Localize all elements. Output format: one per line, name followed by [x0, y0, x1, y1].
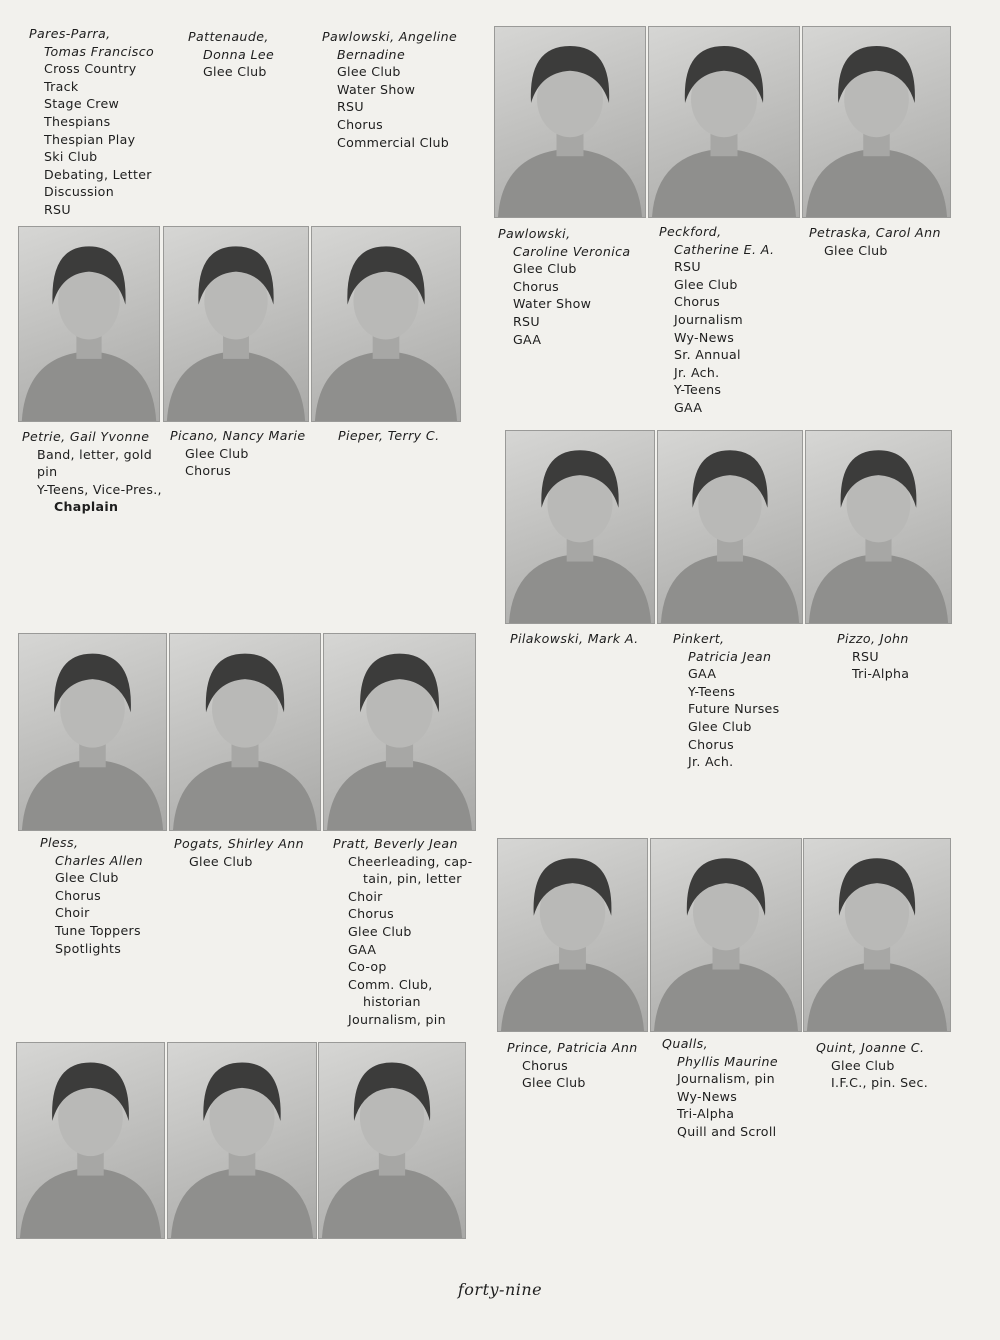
activity: Tri-Alpha	[852, 666, 910, 682]
portrait-silhouette	[17, 1043, 164, 1238]
activity: Wy-News	[677, 1088, 738, 1104]
activity: Glee Club	[513, 261, 577, 277]
activity: GAA	[674, 399, 703, 415]
activity: Thespian Play	[44, 131, 136, 147]
activity: Y-Teens	[688, 683, 736, 699]
entry-quint	[816, 1039, 928, 1092]
entry-peckford	[659, 223, 774, 417]
activity: Tri-Alpha	[677, 1106, 735, 1122]
entry-name: Pawlowski, Angeline	[322, 29, 458, 44]
entry-name: Pogats, Shirley Ann	[174, 836, 305, 851]
activity: historian	[363, 994, 421, 1010]
activity: Glee Club	[348, 923, 412, 939]
activity: Band, letter, gold	[37, 446, 152, 462]
activity: Wy-News	[674, 329, 735, 345]
photo-pieper	[311, 226, 461, 422]
activity: Chorus	[55, 887, 102, 903]
activity: Tune Toppers	[55, 922, 141, 938]
photo-petrie	[18, 226, 160, 422]
activity: Chorus	[513, 278, 560, 294]
photo-pattenaude	[167, 1042, 317, 1239]
activity: Glee Club	[337, 64, 401, 80]
activity: Debating, Letter	[44, 166, 152, 182]
activity: Comm. Club,	[348, 976, 433, 992]
entry-prince	[507, 1039, 638, 1092]
shoulders-shape	[501, 962, 644, 1031]
shoulders-shape	[173, 759, 317, 830]
entry-name: Petraska, Carol Ann	[809, 225, 941, 240]
shoulders-shape	[661, 554, 799, 623]
photo-pawlowski-caroline	[494, 26, 646, 218]
activity: Ski Club	[44, 149, 98, 165]
activity: Chorus	[185, 463, 232, 479]
activity: RSU	[513, 313, 540, 329]
portrait-silhouette	[168, 1043, 316, 1238]
portrait-silhouette	[19, 634, 166, 830]
photo-petraska	[802, 26, 951, 218]
activity: Future Nurses	[688, 701, 780, 717]
activity: Glee Club	[824, 242, 888, 258]
shoulders-shape	[652, 149, 796, 217]
entry-pratt	[333, 835, 472, 1029]
entry-qualls	[662, 1035, 778, 1141]
activity: Chorus	[348, 906, 395, 922]
activity: Glee Club	[674, 276, 738, 292]
entry-name: Qualls,	[662, 1036, 708, 1051]
activity: GAA	[513, 331, 542, 347]
entry-name: Prince, Patricia Ann	[507, 1040, 638, 1055]
activity: Discussion	[44, 184, 114, 200]
activity: Chorus	[688, 736, 735, 752]
shoulders-shape	[654, 962, 798, 1031]
portrait-silhouette	[164, 227, 308, 421]
activity: tain, pin, letter	[363, 871, 462, 887]
entry-pares-parra	[29, 25, 154, 219]
activity: Commercial Club	[337, 134, 450, 150]
entry-pilakowski	[510, 630, 638, 648]
entry-name: Pares-Parra,	[29, 26, 111, 41]
entry-petrie	[22, 428, 162, 516]
entry-pless	[40, 834, 143, 957]
shoulders-shape	[20, 1168, 161, 1238]
activity: Glee Club	[831, 1057, 895, 1073]
activity: Journalism, pin	[348, 1011, 446, 1027]
portrait-silhouette	[498, 839, 647, 1031]
entry-pogats	[174, 835, 304, 870]
entry-pattenaude	[188, 28, 274, 81]
shoulders-shape	[167, 351, 305, 421]
activity: GAA	[348, 941, 377, 957]
activity: Cheerleading, cap-	[348, 853, 473, 869]
portrait-silhouette	[651, 839, 801, 1031]
entry-pawlowski-angeline	[322, 28, 457, 151]
portrait-silhouette	[312, 227, 460, 421]
entry-pieper	[338, 427, 440, 445]
entry-name-cont: Phyllis Maurine	[677, 1053, 779, 1069]
activity: Sr. Annual	[674, 347, 741, 363]
photo-pizzo	[805, 430, 952, 624]
activity: Water Show	[337, 81, 416, 97]
entry-name-cont: Caroline Veronica	[513, 243, 631, 259]
activity: Jr. Ach.	[688, 754, 734, 770]
entry-pizzo	[837, 630, 909, 683]
activity: Glee Club	[189, 853, 253, 869]
portrait-silhouette	[804, 839, 950, 1031]
photo-pinkert	[657, 430, 803, 624]
activity: Choir	[348, 888, 383, 904]
activity: RSU	[674, 259, 701, 275]
photo-pares-parra	[16, 1042, 165, 1239]
entry-name: Pless,	[40, 835, 79, 850]
activity: Glee Club	[688, 718, 752, 734]
entry-name: Pattenaude,	[188, 29, 269, 44]
activity: Co-op	[348, 959, 387, 975]
activity: Journalism, pin	[677, 1071, 775, 1087]
activity: Y-Teens, Vice-Pres.,	[37, 481, 162, 497]
activity: Glee Club	[55, 870, 119, 886]
entry-name: Pieper, Terry C.	[338, 428, 440, 443]
activity: I.F.C., pin. Sec.	[831, 1075, 928, 1091]
activity: RSU	[852, 648, 879, 664]
photo-pogats	[169, 633, 321, 831]
entry-name-cont: Patricia Jean	[688, 648, 772, 664]
shoulders-shape	[322, 1168, 462, 1238]
entry-name-cont: Bernadine	[337, 46, 406, 62]
activity: Chaplain	[54, 499, 119, 515]
shoulders-shape	[509, 554, 651, 623]
entry-petraska	[809, 224, 941, 259]
entry-name: Pratt, Beverly Jean	[333, 836, 458, 851]
activity: Y-Teens	[674, 382, 722, 398]
shoulders-shape	[809, 554, 948, 623]
entry-name: Pizzo, John	[837, 631, 909, 646]
portrait-silhouette	[495, 27, 645, 217]
portrait-silhouette	[170, 634, 320, 830]
entry-name-cont: Catherine E. A.	[674, 241, 775, 257]
activity: Glee Club	[185, 445, 249, 461]
portrait-silhouette	[324, 634, 475, 830]
photo-pilakowski	[505, 430, 655, 624]
entry-name-cont: Donna Lee	[203, 46, 275, 62]
activity: pin	[37, 464, 58, 480]
entry-picano	[170, 427, 306, 480]
activity: Journalism	[674, 311, 743, 327]
entry-pawlowski-caroline	[498, 225, 631, 348]
shoulders-shape	[498, 149, 642, 217]
entry-name-cont: Charles Allen	[55, 852, 144, 868]
entry-name: Pinkert,	[673, 631, 725, 646]
activity: GAA	[688, 666, 717, 682]
activity: Chorus	[522, 1057, 569, 1073]
entry-name: Picano, Nancy Marie	[170, 428, 306, 443]
activity: Spotlights	[55, 940, 122, 956]
entry-name: Petrie, Gail Yvonne	[22, 429, 150, 444]
activity: Stage Crew	[44, 96, 120, 112]
activity: Cross Country	[44, 61, 137, 77]
portrait-silhouette	[319, 1043, 465, 1238]
activity: Chorus	[674, 294, 721, 310]
entry-name: Quint, Joanne C.	[816, 1040, 925, 1055]
activity: Track	[44, 78, 79, 94]
entry-name-cont: Tomas Francisco	[44, 43, 155, 59]
photo-pratt	[323, 633, 476, 831]
photo-prince	[497, 838, 648, 1032]
entry-name: Peckford,	[659, 224, 722, 239]
activity: Quill and Scroll	[677, 1123, 777, 1139]
activity: Chorus	[337, 116, 384, 132]
photo-quint	[803, 838, 951, 1032]
shoulders-shape	[315, 351, 457, 421]
photo-peckford	[648, 26, 800, 218]
page-number: forty-nine	[457, 1280, 543, 1299]
activity: Glee Club	[203, 64, 267, 80]
activity: Water Show	[513, 296, 592, 312]
entry-pinkert	[673, 630, 779, 771]
shoulders-shape	[807, 962, 947, 1031]
portrait-silhouette	[806, 431, 951, 623]
entry-name: Pawlowski,	[498, 226, 571, 241]
activity: Thespians	[44, 113, 111, 129]
shoulders-shape	[22, 351, 156, 421]
photo-pless	[18, 633, 167, 831]
activity: RSU	[337, 99, 364, 115]
photo-qualls	[650, 838, 802, 1032]
portrait-silhouette	[19, 227, 159, 421]
portrait-silhouette	[649, 27, 799, 217]
activity: RSU	[44, 201, 71, 217]
shoulders-shape	[171, 1168, 313, 1238]
activity: Jr. Ach.	[674, 364, 720, 380]
photo-pawlowski-angeline	[318, 1042, 466, 1239]
photo-picano	[163, 226, 309, 422]
portrait-silhouette	[506, 431, 654, 623]
shoulders-shape	[806, 149, 947, 217]
shoulders-shape	[22, 759, 163, 830]
activity: Glee Club	[522, 1075, 586, 1091]
activity: Choir	[55, 905, 90, 921]
shoulders-shape	[327, 759, 472, 830]
portrait-silhouette	[803, 27, 950, 217]
portrait-silhouette	[658, 431, 802, 623]
entry-name: Pilakowski, Mark A.	[510, 631, 639, 646]
